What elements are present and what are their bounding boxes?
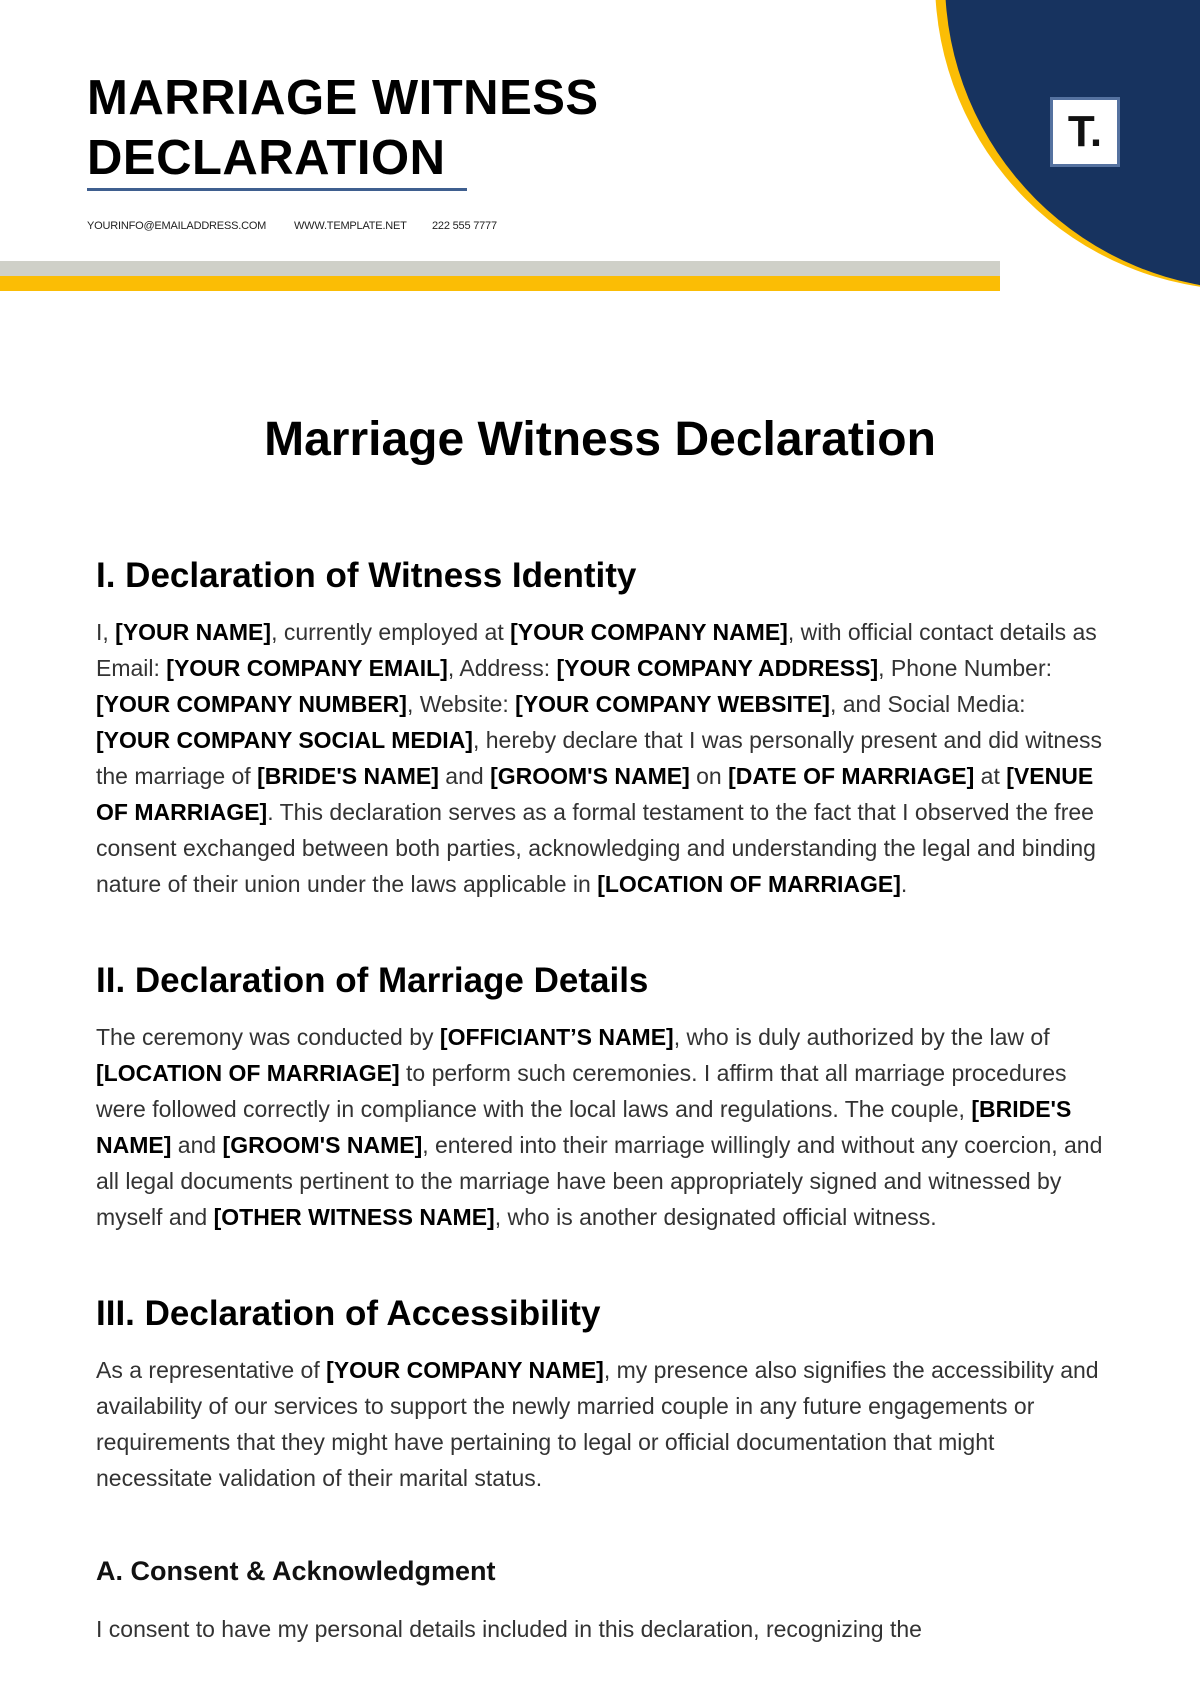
header-title	[87, 68, 599, 188]
section-heading: I. Declaration of Witness Identity	[96, 556, 637, 595]
document-header	[0, 0, 1200, 292]
section	[96, 1290, 1106, 1496]
gray-band	[0, 261, 1000, 276]
document-body	[96, 552, 1106, 1702]
placeholder-field: [YOUR COMPANY EMAIL]	[166, 655, 448, 681]
placeholder-field: [YOUR COMPANY ADDRESS]	[556, 655, 879, 681]
paragraph-text: , my presence also signifies the accessibility and availability of our services to support the newly married couple in any future engagements or requirements that they might have pertaining to legal or official documentation that might necessitate validation of their marital status.	[96, 1357, 1099, 1491]
paragraph-text: . This declaration serves as a formal testament to the fact that I observed the free consent exchanged between both parties, acknowledging and understanding the legal and binding nature of their union under the laws applicable in	[96, 799, 1096, 897]
placeholder-field: [YOUR COMPANY NAME]	[510, 619, 788, 645]
placeholder-field: [VENUE OF MARRIAGE]	[96, 763, 1094, 825]
section	[96, 1551, 1106, 1647]
placeholder-field: [LOCATION OF MARRIAGE]	[597, 871, 901, 897]
paragraph-text: and	[171, 1132, 223, 1158]
paragraph-text: , entered into their marriage willingly and without any coercion, and all legal documents pertinent to the marriage have been appropriately signed and witnessed by myself and	[96, 1132, 1103, 1230]
paragraph-text: , Address:	[447, 655, 557, 681]
contact-website: WWW.TEMPLATE.NET	[294, 220, 407, 232]
section-paragraph	[96, 1611, 1106, 1647]
placeholder-field: [GROOM'S NAME]	[222, 1132, 423, 1158]
logo-text: T.	[1067, 107, 1103, 156]
placeholder-field: [BRIDE'S NAME]	[257, 763, 439, 789]
paragraph-text: As a representative of	[96, 1357, 327, 1383]
paragraph-text: , Phone Number:	[878, 655, 1052, 681]
section-heading: III. Declaration of Accessibility	[96, 1294, 601, 1333]
paragraph-text: , currently employed at	[271, 619, 511, 645]
placeholder-field: [DATE OF MARRIAGE]	[728, 763, 975, 789]
template-logo	[1050, 97, 1120, 167]
paragraph-text: , hereby declare that I was personally present and did witness the marriage of	[96, 727, 1102, 789]
placeholder-field: [YOUR COMPANY NUMBER]	[96, 691, 407, 717]
paragraph-text: and	[438, 763, 491, 789]
paragraph-text: on	[689, 763, 729, 789]
section-heading: II. Declaration of Marriage Details	[96, 961, 649, 1000]
yellow-band	[0, 276, 1000, 291]
header-title-line1: MARRIAGE WITNESS	[87, 71, 599, 125]
placeholder-field: [YOUR COMPANY WEBSITE]	[515, 691, 830, 717]
paragraph-text: , and Social Media:	[829, 691, 1026, 717]
placeholder-field: [OFFICIANT’S NAME]	[439, 1024, 674, 1050]
paragraph-text: I,	[96, 619, 116, 645]
paragraph-text: I consent to have my personal details included in this declaration, recognizing the	[96, 1616, 922, 1642]
placeholder-field: [GROOM'S NAME]	[490, 763, 690, 789]
placeholder-field: [YOUR NAME]	[115, 619, 272, 645]
placeholder-field: [YOUR COMPANY NAME]	[326, 1357, 604, 1383]
paragraph-text: at	[974, 763, 1007, 789]
section-paragraph	[96, 1019, 1106, 1235]
placeholder-field: [OTHER WITNESS NAME]	[213, 1204, 495, 1230]
section-heading: A. Consent & Acknowledgment	[96, 1556, 496, 1586]
document-title: Marriage Witness Declaration	[264, 413, 936, 466]
paragraph-text: The ceremony was conducted by	[96, 1024, 440, 1050]
placeholder-field: [YOUR COMPANY SOCIAL MEDIA]	[96, 727, 473, 753]
contact-email: YOURINFO@EMAILADDRESS.COM	[87, 220, 267, 232]
section	[96, 957, 1106, 1235]
section-paragraph	[96, 1352, 1106, 1496]
paragraph-text: .	[900, 871, 908, 897]
section	[96, 552, 1106, 902]
section-paragraph	[96, 614, 1106, 902]
paragraph-text: to perform such ceremonies. I affirm that all marriage procedures were followed correctly in compliance with the local laws and regulations. The couple,	[96, 1060, 1067, 1122]
placeholder-field: [BRIDE'S NAME]	[96, 1096, 1072, 1158]
header-title-line2: DECLARATION	[87, 131, 446, 185]
paragraph-text: , Website:	[406, 691, 516, 717]
paragraph-text: , who is duly authorized by the law of	[673, 1024, 1050, 1050]
contact-phone: 222 555 7777	[432, 220, 497, 232]
paragraph-text: , who is another designated official witness.	[494, 1204, 937, 1230]
title-underline	[87, 188, 467, 191]
placeholder-field: [LOCATION OF MARRIAGE]	[96, 1060, 400, 1086]
paragraph-text: , with official contact details as Email:	[96, 619, 1097, 681]
